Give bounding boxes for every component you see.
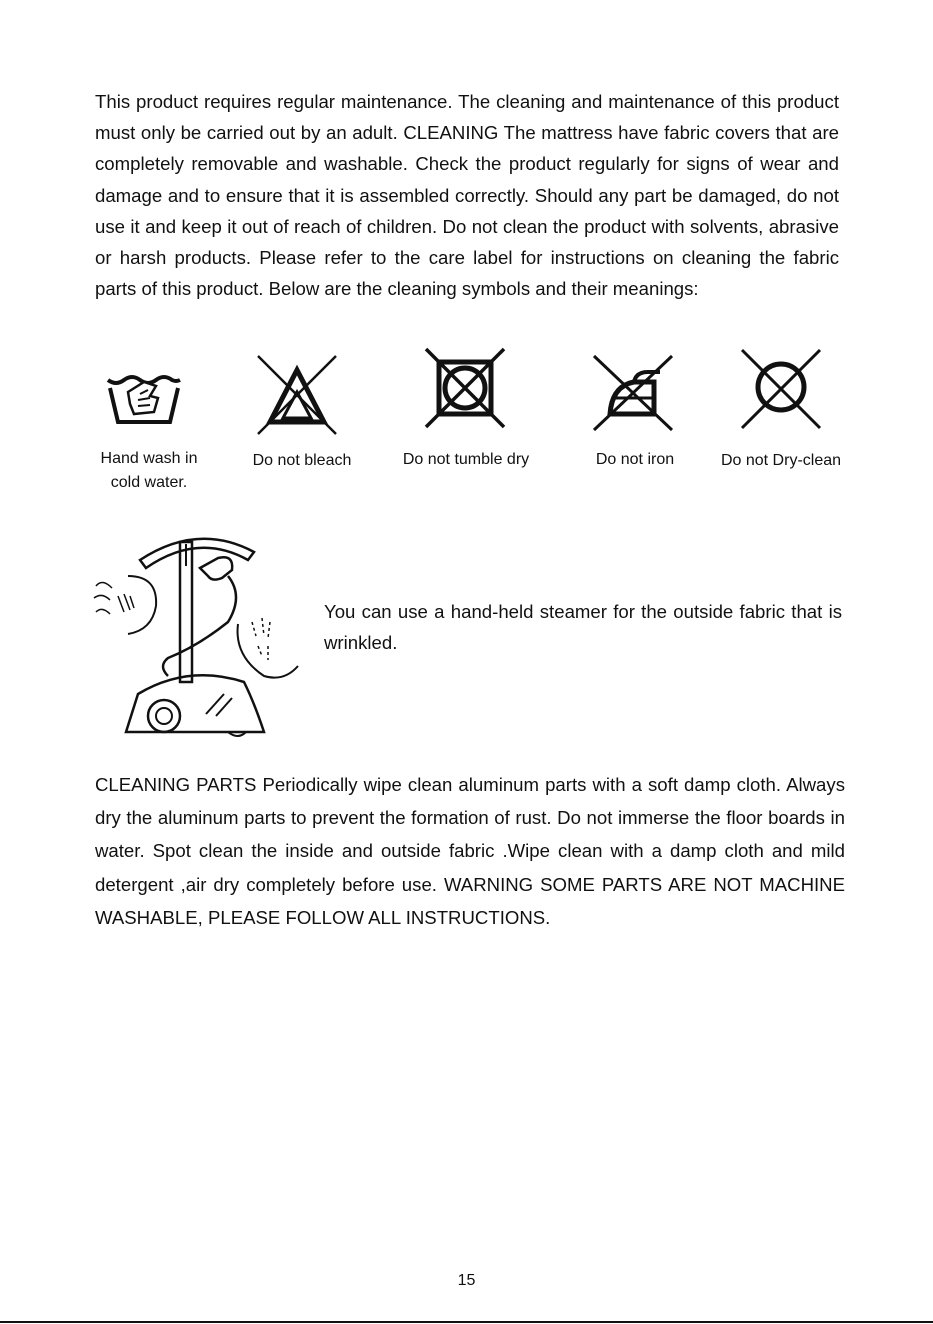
do-not-dry-clean-icon bbox=[738, 344, 824, 430]
page-bottom-rule bbox=[0, 1321, 933, 1323]
do-not-bleach-caption: Do not bleach bbox=[252, 452, 352, 469]
cleaning-parts-paragraph: CLEANING PARTS Periodically wipe clean aluminum parts with a soft damp cloth. Always dry the aluminum parts to prevent the formation of rust. Do not immerse the floor boards in water. Spot clean the inside and outside fabric .Wipe clean with a damp cloth and mild detergent ,air dry completely before use. WARNING SOME PARTS ARE NOT MACHINE WASHABLE, PLEASE FOLLOW ALL INSTRUCTIONS. bbox=[95, 774, 845, 928]
do-not-iron-icon bbox=[590, 352, 676, 434]
hand-wash-icon bbox=[104, 372, 184, 428]
garment-steamer-icon bbox=[88, 526, 302, 740]
hand-wash-caption-line2: cold water. bbox=[110, 474, 188, 491]
do-not-bleach-icon bbox=[254, 352, 340, 438]
steamer-paragraph: You can use a hand-held steamer for the outside fabric that is wrinkled. bbox=[324, 601, 842, 654]
do-not-dry-clean-caption: Do not Dry-clean bbox=[720, 452, 842, 469]
do-not-tumble-dry-icon bbox=[424, 347, 506, 429]
hand-wash-caption bbox=[94, 447, 204, 495]
intro-paragraph: This product requires regular maintenance. The cleaning and maintenance of this product must only be carried out by an adult. CLEANING The mattress have fabric covers that are completely removable and washable. Check the product regularly for signs of wear and damage and to ensure that it is assembled correctly. Should any part be damaged, do not use it and keep it out of reach of children. Do not clean the product with solvents, abrasive or harsh products. Please refer to the care label for instructions on cleaning the fabric parts of this product. Below are the cleaning symbols and their meanings: bbox=[95, 91, 839, 300]
do-not-tumble-dry-caption: Do not tumble dry bbox=[402, 451, 530, 468]
page-number: 15 bbox=[457, 1272, 476, 1289]
do-not-iron-caption: Do not iron bbox=[595, 451, 675, 468]
hand-wash-caption-line1: Hand wash in bbox=[100, 450, 198, 467]
